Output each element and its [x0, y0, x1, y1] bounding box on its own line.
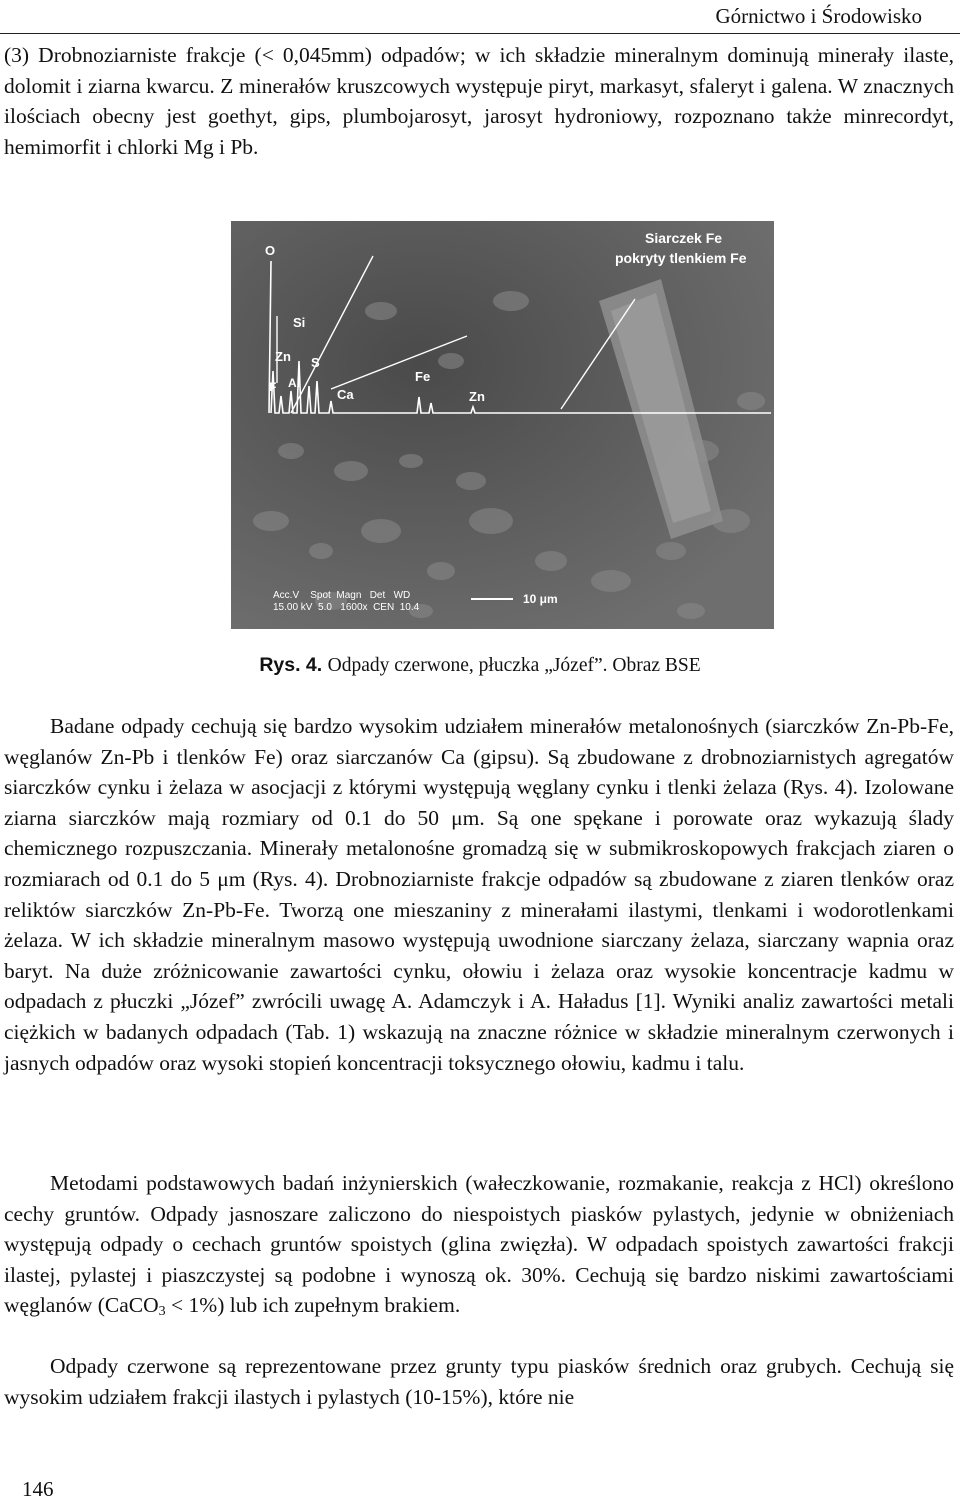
caption-label: Rys. 4. — [259, 654, 323, 676]
label-ca: Ca — [337, 387, 354, 402]
p3-text-b: < 1%) lub ich zupełnym brakiem. — [165, 1293, 461, 1318]
scale-label: 10 μm — [523, 592, 558, 606]
label-sulfide-line2: pokryty tlenkiem Fe — [615, 250, 747, 266]
label-f: F — [269, 380, 277, 394]
label-o: O — [265, 243, 276, 258]
paragraph-fine-fractions: (3) Drobnoziarniste frakcje (< 0,045mm) odpadów; w ich składzie mineralnym dominują minerały ilaste, dolomit i ziarna kwarcu. Z minerałów kruszcowych występuje piryt, markasyt, sfaleryt i galena. W znacznych ilościach obecny jest goethyt, gips, plumbojarosyt, jarosyt hydroniowy, rozpoznano także minrecordyt, hemimorfit i chlorki Mg i Pb. — [4, 43, 954, 159]
paragraph-engineering-tests — [4, 1168, 954, 1321]
label-zn: Zn — [275, 349, 291, 364]
caption-text: Odpady czerwone, płuczka „Józef”. Obraz BSE — [327, 655, 701, 676]
header-rule — [0, 33, 960, 34]
figure-caption — [0, 654, 960, 677]
bse-micrograph — [231, 221, 774, 629]
paragraph-red-waste: Odpady czerwone są reprezentowane przez grunty typu piasków średnich oraz grubych. Cechują się wysokim udziałem frakcji ilastych i pylastych (10-15%), które nie — [4, 1354, 954, 1409]
running-header: Górnictwo i Środowisko — [715, 4, 922, 28]
p3-text-a: Metodami podstawowych badań inżynierskich (wałeczkowanie, rozmakanie, reakcja z HCl) określono cechy gruntów. Odpady jasnoszare zaliczono do niespoistych piasków pylastych, jedynie w obniżeniach występują odpady o cechach gruntów spoistych (glina zwięzła). W odpadach spoistych zawartości frakcji ilastej, pylastej i piaszczystej są podobne i wynoszą ok. 30%. Cechują się bardzo niskimi zawartościami węglanów (CaCO — [4, 1171, 954, 1318]
label-zn-2: Zn — [469, 389, 485, 404]
page-number: 146 — [22, 1477, 54, 1501]
label-fe: Fe — [415, 369, 431, 384]
label-si: Si — [293, 315, 306, 330]
label-s: S — [311, 355, 320, 370]
label-sulfide-line1: Siarczek Fe — [645, 230, 723, 246]
sem-meta-header: Acc.V Spot Magn Det WD — [273, 590, 411, 601]
p3-subscript: 3 — [158, 1304, 166, 1320]
bse-image-figure — [231, 221, 774, 629]
paragraph-metal-minerals: Badane odpady cechują się bardzo wysokim udziałem minerałów metalonośnych (siarczków Zn-Pb-Fe, węglanów Zn-Pb i tlenków Fe) oraz siarczanów Ca (gipsu). Są zbudowane z drobnoziarnistych agregatów siarczków cynku i żelaza w asocjacji z którymi występują węglany cynku i tlenki żelaza (Rys. 4). Izolowane ziarna siarczków mają rozmiary od 0.1 do 50 μm. Są one spękane i porowate oraz wykazują ślady chemicznego rozpuszczania. Minerały metalonośne gromadzą się w submikroskopowych frakcjach ziaren o rozmiarach od 0.1 do 5 μm (Rys. 4). Drobnoziarniste frakcje odpadów są zbudowane z ziaren tlenków oraz reliktów siarczków Zn-Pb-Fe. Tworzą one mieszaniny z minerałami ilastymi, tlenkami i wodorotlenkami żelaza. W ich składzie mineralnym masowo występują uwodnione siarczany żelaza, siarczany wapnia oraz baryt. Na duże zróżnicowanie zawartości cynku, ołowiu i żelaza oraz wysokie koncentracje kadmu w odpadach z płuczki „Józef” zwrócili uwagę A. Adamczyk i A. Haładus [1]. Wyniki analiz zawartości metali ciężkich w badanych odpadach (Tab. 1) wskazują na znaczne różnice w składzie mineralnym czerwonych i jasnych odpadów oraz wysoki stopień koncentracji toksycznego ołowiu, kadmu i talu. — [4, 714, 954, 1075]
label-al: Al — [288, 376, 300, 390]
sem-meta-values: 15.00 kV 5.0 1600x CEN 10.4 — [273, 602, 420, 613]
